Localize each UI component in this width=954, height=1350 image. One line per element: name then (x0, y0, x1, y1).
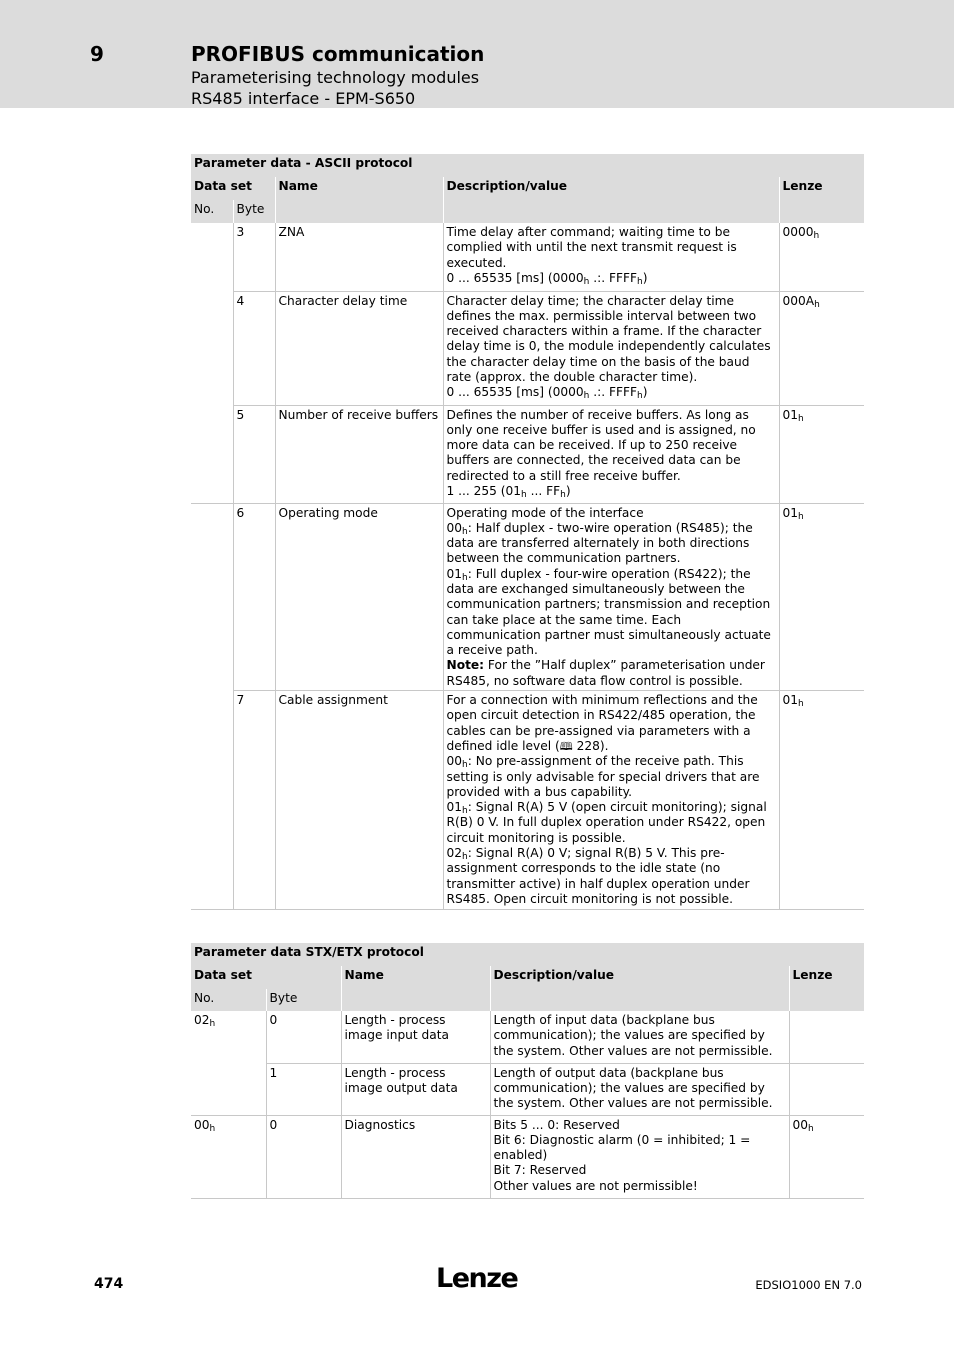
dataset-no-cell (191, 503, 233, 910)
table-row (191, 223, 864, 291)
column-header-description: Description/value (443, 177, 779, 223)
lenze-default-cell (789, 1063, 864, 1115)
name-cell: Length - process image output data (341, 1063, 490, 1115)
table-row (191, 405, 864, 503)
description-cell (443, 405, 779, 503)
column-header-lenze: Lenze (779, 177, 864, 223)
lenze-default-cell: $00_h$ (789, 1115, 864, 1198)
column-header-dataset: Data set (194, 179, 252, 193)
chapter-title: PROFIBUS communication (191, 42, 485, 66)
lenze-default-cell: $01_h$ (779, 691, 864, 910)
lenze-default-cell: $000A_h$ (779, 291, 864, 405)
column-header-no: No. (194, 202, 215, 216)
description-text: Time delay after command; waiting time to be complied with until the next transmit request is executed. (446, 225, 737, 270)
ascii-protocol-table (191, 154, 864, 910)
name-cell: Operating mode (275, 503, 443, 691)
name-cell: Cable assignment (275, 691, 443, 910)
column-header-byte: Byte (266, 989, 341, 1011)
stx-etx-protocol-table (191, 943, 864, 1199)
byte-cell: 0 (266, 1115, 341, 1198)
description-cell: Length of output data (backplane bus communication); the values are specified by the system. Other values are not permissible. (490, 1063, 789, 1115)
table-row (191, 1063, 864, 1115)
description-cell (443, 503, 779, 691)
description-cell (443, 291, 779, 405)
lenze-default-cell: $01_h$ (779, 405, 864, 503)
name-cell: ZNA (275, 223, 443, 291)
name-cell: Length - process image input data (341, 1011, 490, 1063)
description-cell (490, 1115, 789, 1198)
subsection-subtitle: RS485 interface - EPM-S650 (191, 89, 416, 108)
table-row (191, 291, 864, 405)
lenze-default-cell: $0000_h$ (779, 223, 864, 291)
page-number: 474 (94, 1276, 124, 1292)
dataset-no-cell: $02_h$ (191, 1011, 266, 1115)
column-header-description: Description/value (490, 966, 789, 1011)
byte-cell: 1 (266, 1063, 341, 1115)
table-row (191, 1115, 864, 1198)
option-01h: $01_h$: Full duplex - four-wire operation (RS422); the data are exchanged simultaneously between the communication partners; transmission and reception can take place at the same time. Each communication partner must simultaneously actuate a receive path. (446, 566, 771, 658)
byte-cell: 4 (233, 291, 275, 405)
description-cell: Length of input data (backplane bus communication); the values are specified by the system. Other values are not permissible. (490, 1011, 789, 1063)
option-00h: $00_h$: Half duplex - two-wire operation (RS485); the data are transferred alternately in both directions between the communication partners. (446, 520, 753, 566)
table-title: Parameter data - ASCII protocol (194, 156, 413, 170)
lenze-logo: Lenze (436, 1263, 518, 1294)
name-cell: Number of receive buffers (275, 405, 443, 503)
note: Note: For the ”Half duplex” parameterisation under RS485, no software data flow control is possible. (446, 658, 765, 688)
description-cell (443, 691, 779, 910)
lenze-default-cell: $01_h$ (779, 503, 864, 691)
description-text: Character delay time; the character delay time defines the max. permissible interval between two received characters within a frame. If the character delay time is 0, the module independently calculates the character delay time on the basis of the baud rate (approx. the double character time). (446, 293, 771, 384)
dataset-no-cell: $00_h$ (194, 1117, 216, 1134)
description-line: Bit 6: Diagnostic alarm (0 = inhibited; 1 = enabled) (493, 1132, 751, 1163)
value-range: 0 ... 65535 [ms] ($0000_h$ .:. $FFFF_h$) (446, 385, 648, 402)
description-cell (443, 223, 779, 291)
chapter-number: 9 (90, 42, 104, 66)
column-header-no: No. (194, 991, 215, 1005)
byte-cell: 3 (233, 223, 275, 291)
table-row (191, 1011, 864, 1063)
table-row (191, 691, 864, 910)
column-header-name: Name (275, 177, 443, 223)
byte-cell: 6 (233, 503, 275, 691)
option-01h: $01_h$: Signal R(A) 5 V (open circuit monitoring); signal R(B) 0 V. In full duplex operation under RS422, open circuit monitoring is possible. (446, 800, 767, 845)
name-cell: Diagnostics (341, 1115, 490, 1198)
book-icon: 🕮 (559, 739, 573, 753)
description-text: For a connection with minimum reflections and the open circuit detection in RS422/485 operation, the cables can be pre-assigned via parameters with a defined idle level (🕮 228). (446, 693, 758, 753)
byte-cell: 7 (233, 691, 275, 910)
name-cell: Character delay time (275, 291, 443, 405)
value-range: 0 ... 65535 [ms] ($0000_h$ .:. $FFFF_h$) (446, 270, 648, 287)
section-subtitle: Parameterising technology modules (191, 68, 480, 87)
document-reference: EDSIO1000 EN 7.0 (755, 1278, 862, 1292)
table-title: Parameter data STX/ETX protocol (194, 945, 424, 959)
description-line: Other values are not permissible! (493, 1178, 698, 1193)
description-line: Bit 7: Reserved (493, 1163, 587, 1178)
description-text: Operating mode of the interface (446, 505, 644, 520)
column-header-lenze: Lenze (789, 966, 864, 1011)
column-header-name: Name (341, 966, 490, 1011)
table-row (191, 503, 864, 691)
lenze-default-cell (789, 1011, 864, 1063)
byte-cell: 5 (233, 405, 275, 503)
column-header-dataset: Data set (194, 968, 252, 982)
option-02h: $02_h$: Signal R(A) 0 V; signal R(B) 5 V. This pre-assignment corresponds to the idle state (no transmitter active) in half duplex operation under RS485. Open circuit monitoring is not possible. (446, 846, 750, 906)
description-text: Defines the number of receive buffers. As long as only one receive buffer is used and is assigned, no more data can be received. If up to 250 receive buffers are connected, the received data can be redirected to a still free receive buffer. (446, 407, 756, 483)
byte-cell: 0 (266, 1011, 341, 1063)
value-range: 1 ... 255 ($01_h$ ... $FF_h$) (446, 483, 571, 500)
column-header-byte: Byte (233, 200, 275, 223)
dataset-no-cell (191, 223, 233, 503)
option-00h: $00_h$: No pre-assignment of the receive path. This setting is only advisable for special drivers that are provided with a bus capability. (446, 754, 760, 799)
description-line: Bits 5 ... 0: Reserved (493, 1117, 620, 1132)
